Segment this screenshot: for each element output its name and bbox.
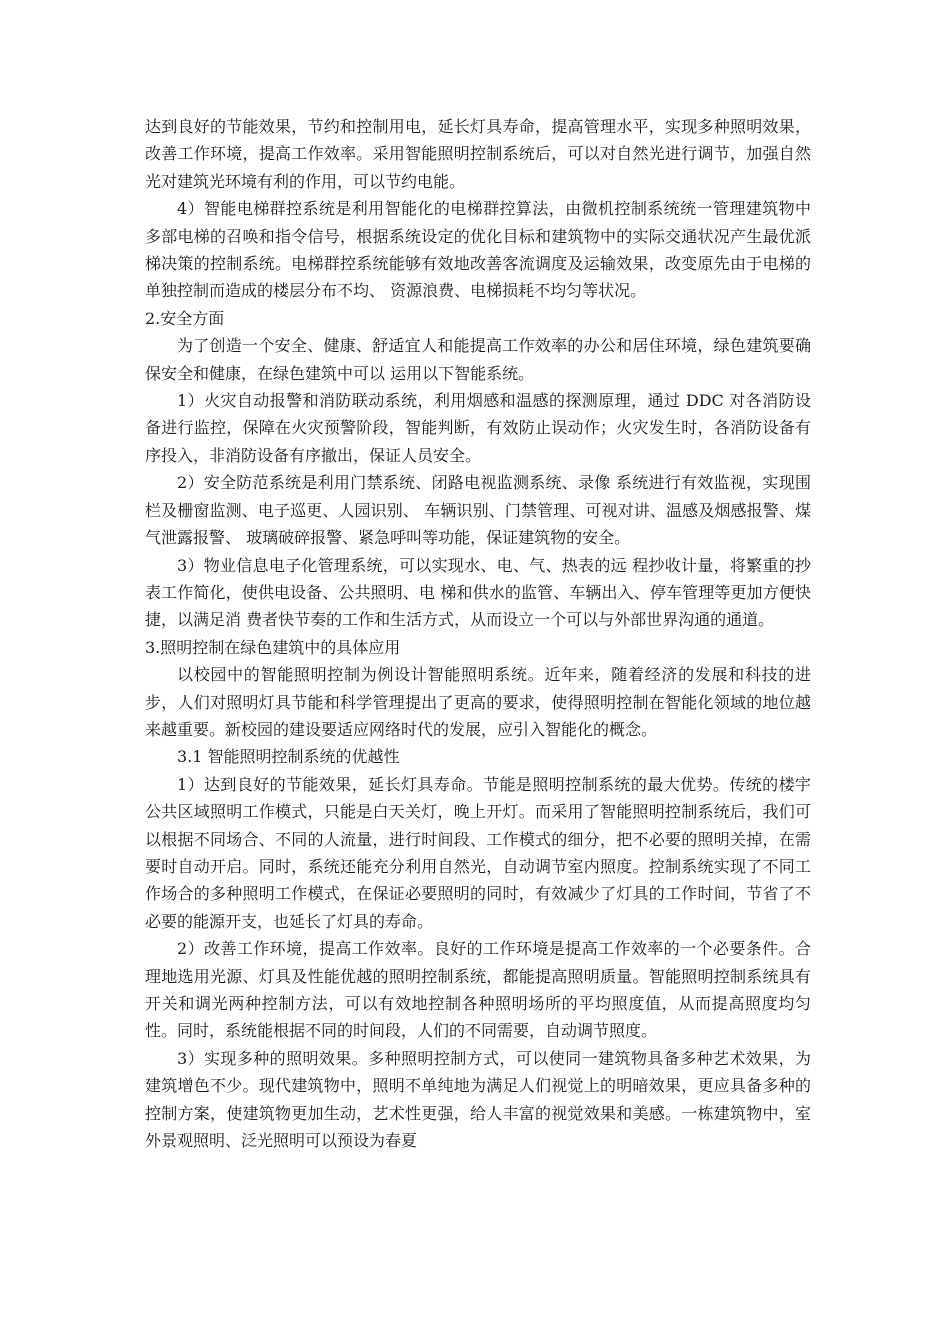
paragraph-energy-saving: 1）达到良好的节能效果，延长灯具寿命。节能是照明控制系统的最大优势。传统的楼宇公共区域照明工作模式，只能是白天关灯，晚上开灯。而采用了智能照明控制系统后，我们可以根据不同场合、不同的人流量，进行时间段、工作模式的细分，把不必要的照明关掉，在需要时自动开启。同时，系统还能充分利用自然光，自动调节室内照度。控制系统实现了不同工作场合的多种照明工作模式，在保证必要照明的同时，有效减少了灯具的工作时间，节省了不必要的能源开支，也延长了灯具的寿命。 [145, 774, 811, 931]
paragraph-continuation: 达到良好的节能效果，节约和控制用电，延长灯具寿命，提高管理水平，实现多种照明效果，改善工作环境，提高工作效率。采用智能照明控制系统后，可以对自然光进行调节，加强自然光对建筑光环境有利的作用，可以节约电能。 [145, 117, 811, 191]
paragraph-lighting-effects: 3）实现多种的照明效果。多种照明控制方式，可以使同一建筑物具备多种艺术效果，为建筑增色不少。现代建筑物中，照明不单纯地为满足人们视觉上的明暗效果，更应具备多种的控制方案，使建筑物更加生动，艺术性更强，给人丰富的视觉效果和美感。一栋建筑物中，室外景观照明、泛光照明可以预设为春夏 [145, 1048, 811, 1151]
section-heading-lighting-control: 3.照明控制在绿色建筑中的具体应用 [145, 637, 401, 657]
paragraph-campus-lighting: 以校园中的智能照明控制为例设计智能照明系统。近年来，随着经济的发展和科技的进步，人们对照明灯具节能和科学管理提出了更高的要求，使得照明控制在智能化领域的地位越来越重要。新校园的建设要适应网络时代的发展，应引入智能化的概念。 [145, 665, 811, 739]
section-heading-safety: 2.安全方面 [145, 308, 225, 328]
paragraph-work-environment: 2）改善工作环境，提高工作效率。良好的工作环境是提高工作效率的一个必要条件。合理地选用光源、灯具及性能优越的照明控制系统，都能提高照明质量。智能照明控制系统具有开关和调光两种控制方法，可以有效地控制各种照明场所的平均照度值，从而提高照度均匀性。同时，系统能根据不同的时间段，人们的不同需要，自动调节照度。 [145, 939, 811, 1041]
paragraph-security-system: 2）安全防范系统是利用门禁系统、闭路电视监测系统、录像 系统进行有效监视，实现围栏及栅窗监测、电子巡更、人园识别、 车辆识别、门禁管理、可视对讲、温感及烟感报警、煤气泄露报警、 玻璃破碎报警、紧急呼叫等功能，保证建筑物的安全。 [145, 473, 811, 548]
paragraph-property-management: 3）物业信息电子化管理系统，可以实现水、电、气、热表的远 程抄收计量，将繁重的抄表工作简化，使供电设备、公共照明、电 梯和供水的监管、车辆出入、停车管理等更加方便快捷，以满足消 费者快节奏的工作和生活方式，从而设立一个可以与外部世界沟通的通道。 [145, 555, 811, 630]
paragraph-safety-intro: 为了创造一个安全、健康、舒适宜人和能提高工作效率的办公和居住环境，绿色建筑要确保安全和健康，在绿色建筑中可以 运用以下智能系统。 [145, 336, 811, 383]
paragraph-fire-alarm: 1）火灾自动报警和消防联动系统，利用烟感和温感的探测原理，通过 DDC 对各消防设备进行监控，保障在火灾预警阶段，智能判断，有效防止误动作；火灾发生时，各消防设备有序投入，非消防设备有序撤出，保证人员安全。 [145, 391, 811, 465]
document-page [145, 113, 811, 1154]
paragraph-elevator-control: 4）智能电梯群控系统是利用智能化的电梯群控算法，由微机控制系统统一管理建筑物中多部电梯的召唤和指令信号，根据系统设定的优化目标和建筑物中的实际交通状况产生最优派梯决策的控制系统。电梯群控系统能够有效地改善客流调度及运输效果，改变原先由于电梯的单独控制而造成的楼层分布不均、 资源浪费、电梯损耗不均匀等状况。 [145, 199, 811, 301]
subsection-heading-advantages: 3.1 智能照明控制系统的优越性 [177, 747, 400, 767]
